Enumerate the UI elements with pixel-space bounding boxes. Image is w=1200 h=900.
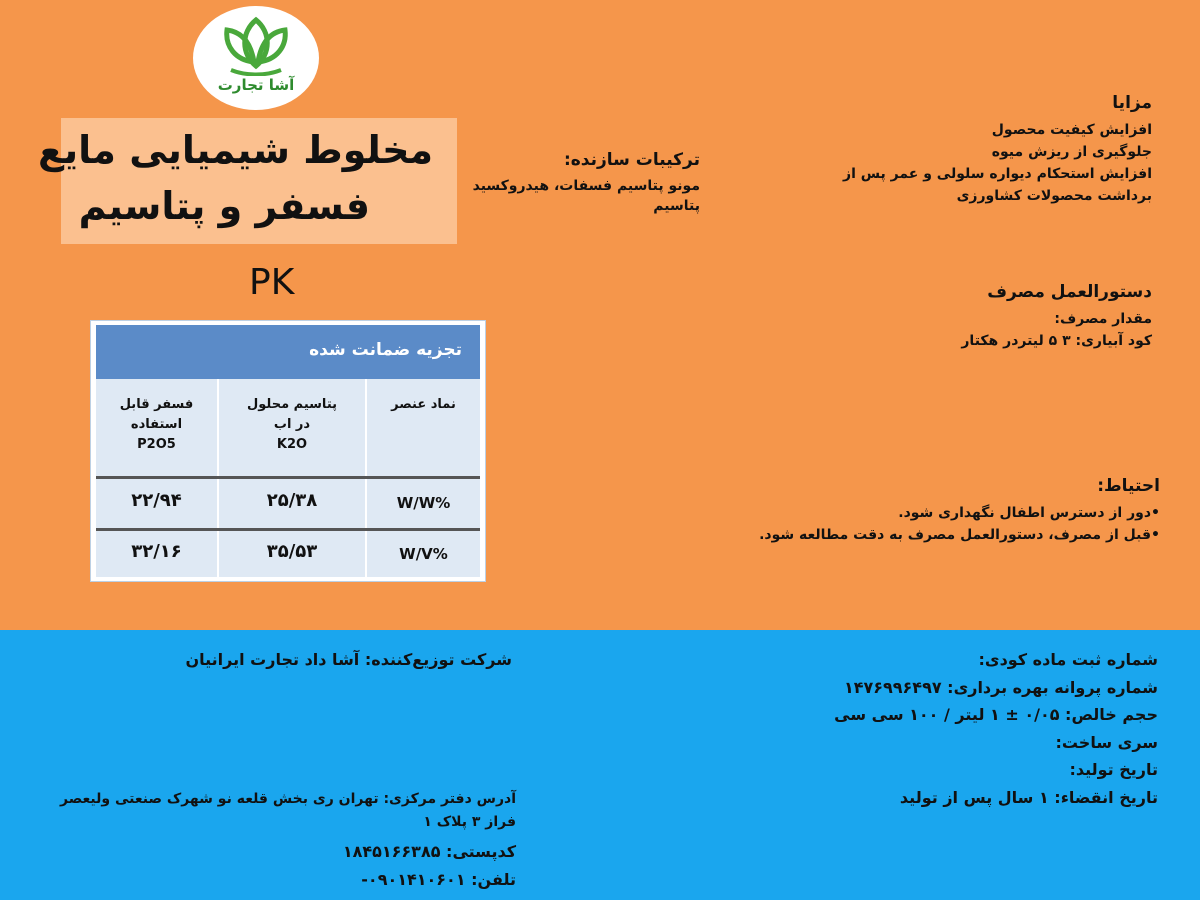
composition-line: پتاسیم: [653, 198, 700, 214]
registration-line: سری ساخت:: [1055, 732, 1158, 752]
caution-item: •قبل از مصرف، دستورالعمل مصرف به دقت مطالعه شود.: [759, 527, 1160, 543]
address-line: آدرس دفتر مرکزی: تهران ری بخش قلعه نو شهرک صنعتی ولیعصر: [60, 791, 516, 807]
caution-item: •دور از دسترس اطفال نگهداری شود.: [898, 505, 1160, 521]
registration-line: تاریخ انقضاء: ۱ سال پس از تولید: [899, 787, 1158, 807]
benefit-item: افزایش کیفیت محصول: [991, 122, 1152, 138]
usage-heading: دستورالعمل مصرف: [987, 282, 1152, 302]
analysis-table: [90, 320, 486, 582]
row-symbol: W/V%: [399, 545, 448, 563]
row-divider: [96, 476, 480, 479]
header-symbol: نماد عنصر: [391, 397, 456, 412]
brand-logo: [193, 6, 319, 110]
composition-heading: ترکیبات سازنده:: [563, 150, 700, 170]
registration-line: حجم خالص: ۰/۰۵ ± ۱ لیتر / ۱۰۰ سی سی: [834, 705, 1158, 724]
label-bottom-panel: [0, 630, 1200, 900]
postal-code: کدپستی: ۱۸۴۵۱۶۶۳۸۵: [342, 842, 516, 861]
composition-section: [440, 150, 700, 216]
leaf-icon: [221, 14, 291, 76]
row-symbol: W/W%: [396, 494, 451, 512]
phone-number: تلفن: ۰۹۰۱۴۱۰۶۰۱-: [361, 869, 516, 889]
benefits-section: [812, 93, 1152, 207]
product-title-box: [37, 118, 457, 244]
product-code: PK: [249, 262, 295, 303]
registration-line: تاریخ تولید:: [1069, 760, 1158, 779]
product-title: مخلوط شیمیایی مایع: [37, 128, 433, 172]
composition-line: مونو پتاسیم فسفات، هیدروکسید: [472, 178, 700, 194]
row-phosphorus-value: ۳۲/۱۶: [131, 541, 182, 562]
caution-section: [720, 476, 1160, 546]
caution-heading: احتیاط:: [1097, 476, 1160, 496]
header-potassium: پتاسیم محلول در اب K2O: [246, 397, 338, 452]
row-potassium-value: ۳۵/۵۳: [266, 541, 318, 562]
address-line: فراز ۳ پلاک ۱: [423, 814, 516, 830]
distributor-name: شرکت توزیع‌کننده: آشا داد تجارت ایرانیان: [185, 650, 512, 669]
benefits-heading: مزایا: [1112, 93, 1152, 113]
table-row: [96, 532, 480, 577]
usage-line: مقدار مصرف:: [1054, 311, 1152, 327]
analysis-table-heading: تجزیه ضمانت شده: [96, 325, 480, 379]
registration-section: [738, 646, 1158, 811]
usage-section: [852, 282, 1152, 352]
benefit-item: افزایش استحکام دیواره سلولی و عمر پس از: [843, 166, 1152, 182]
row-potassium-value: ۲۵/۳۸: [266, 490, 318, 511]
analysis-grid: [96, 379, 480, 577]
table-row: [96, 480, 480, 527]
benefit-item: جلوگیری از ریزش میوه: [991, 144, 1152, 160]
benefit-item: برداشت محصولات کشاورزی: [956, 188, 1152, 204]
contact-section: [0, 788, 516, 893]
product-subtitle: فسفر و پتاسیم: [78, 184, 370, 228]
header-phosphorus: فسفر قابل استفاده P2O5: [119, 397, 194, 452]
row-phosphorus-value: ۲۲/۹۴: [131, 490, 182, 511]
usage-line: کود آبیاری: ۳ ۵ لیتردر هکتار: [961, 333, 1152, 349]
registration-line: شماره ثبت ماده کودی:: [978, 650, 1158, 669]
registration-line: شماره پروانه بهره برداری: ۱۴۷۶۹۹۶۴۹۷: [843, 677, 1158, 697]
table-header-row: [96, 379, 480, 475]
logo-wordmark: آشا تجارت: [217, 76, 295, 94]
row-divider: [96, 528, 480, 531]
